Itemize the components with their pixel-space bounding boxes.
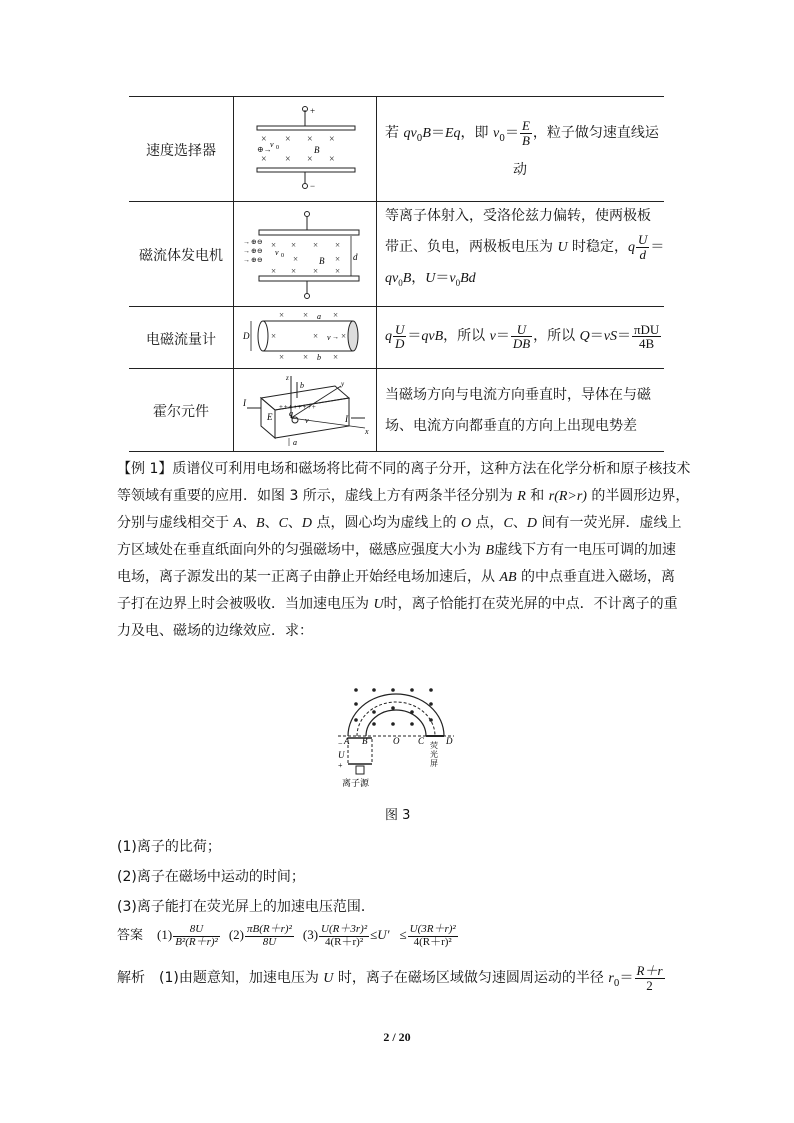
svg-text:B: B: [319, 256, 325, 266]
svg-text:×: ×: [279, 310, 285, 320]
svg-text:光: 光: [430, 750, 438, 759]
svg-text:→: →: [243, 247, 250, 255]
svg-text:×: ×: [303, 352, 309, 362]
v0-sub: 0: [276, 145, 279, 151]
svg-text:−: −: [338, 739, 343, 748]
flowmeter-description: q $\frac{U}{D}$ ＝qvB，所以 v＝ $\frac{U}{DB}$ ，所以 Q＝vS＝ $\frac{\text{πDU}}{4B}$: [385, 321, 660, 352]
mhd-generator-diagram: [241, 208, 373, 304]
svg-text:+ + + + + + + +: + + + + + + + +: [279, 403, 316, 411]
question-item: (3)离子能打在荧光屏上的加速电压范围．: [117, 899, 375, 915]
table-border-bottom: [129, 451, 664, 452]
example-problem: 【例 1】质谱仪可利用电场和磁场将比荷不同的离子分开，这种方法在化学分析和原子核技术 等领域有重要的应用．如图 3 所示，虚线上方有两条半径分别为 R 和 r(R>r) 的半圆形边界， 分别与虚线相交于 A、B、C、D 点，圆心均为虚线上的 O 点，C、D 间有一荧光屏．虚线上 方区域处在垂直纸面向外的匀强磁场中，磁感应强度大小为 B虚线下方有一电压可调的加速 电场，离子源发出的某一正离子由静止开始经电场加速后，从 AB 的中点垂直进入磁场，离 子打在边界上时会被吸收．当加速电压为 U时，离子恰能打在荧光屏的中点．不计离子的重 力及电、磁场的边缘效应．求：: [117, 461, 691, 639]
table-column-divider: [233, 96, 234, 452]
svg-text:×: ×: [271, 331, 277, 341]
svg-text:E: E: [267, 412, 273, 422]
svg-text:a: a: [293, 438, 297, 447]
svg-text:v: v: [305, 416, 309, 425]
svg-text:→: →: [243, 256, 250, 264]
svg-text:×: ×: [285, 134, 291, 145]
svg-text:×: ×: [313, 240, 319, 250]
svg-text:y: y: [341, 380, 345, 388]
svg-text:荧: 荧: [430, 741, 438, 750]
svg-text:O: O: [393, 736, 400, 746]
svg-text:I: I: [345, 414, 348, 424]
table-divider: [129, 306, 664, 307]
page-number: 2 / 20: [383, 1030, 411, 1044]
svg-text:×: ×: [333, 352, 339, 362]
answer-label: 答案: [117, 928, 144, 944]
flowmeter-diagram: [241, 308, 373, 366]
svg-text:×: ×: [335, 266, 341, 276]
svg-text:×: ×: [291, 266, 297, 276]
question-item: (2)离子在磁场中运动的时间；: [117, 869, 305, 885]
hall-element-description: 当磁场方向与电流方向垂直时，导体在与磁 场、电流方向都垂直的方向上出现电势差: [385, 387, 651, 434]
svg-text:×: ×: [333, 310, 339, 320]
svg-text:U: U: [338, 750, 345, 760]
analysis-label: 解析: [117, 970, 145, 987]
plus-label: +: [310, 106, 316, 116]
row-label-velocity-selector: 速度选择器: [146, 143, 216, 159]
svg-text:×: ×: [329, 154, 335, 165]
table-column-divider: [376, 96, 377, 452]
svg-text:×: ×: [335, 240, 341, 250]
svg-text:⊕⊖: ⊕⊖: [251, 238, 263, 246]
question-list: [117, 832, 677, 922]
svg-text:⊕→: ⊕→: [257, 145, 272, 154]
svg-text:v: v: [275, 248, 279, 257]
hall-element-diagram: [239, 372, 375, 448]
svg-text:I: I: [243, 398, 246, 408]
svg-text:+: +: [338, 761, 343, 770]
svg-text:0: 0: [281, 253, 284, 259]
svg-text:a: a: [317, 312, 321, 321]
question-item: (1)离子的比荷；: [117, 839, 221, 855]
comparison-table: [129, 96, 664, 452]
svg-text:×: ×: [329, 134, 335, 145]
svg-text:×: ×: [303, 310, 309, 320]
mass-spectrometer-figure: [330, 686, 460, 798]
svg-text:×: ×: [279, 352, 285, 362]
svg-text:b: b: [317, 353, 321, 362]
svg-text:v: v: [327, 333, 331, 342]
row-label-hall-element: 霍尔元件: [153, 404, 209, 420]
example-tag: 【例 1】: [117, 461, 173, 477]
svg-text:x: x: [365, 427, 369, 436]
svg-text:b: b: [300, 381, 304, 390]
svg-text:C: C: [418, 736, 425, 746]
svg-text:×: ×: [293, 254, 299, 264]
svg-text:A: A: [344, 736, 350, 746]
svg-text:×: ×: [313, 266, 319, 276]
svg-text:D: D: [446, 736, 453, 746]
figure-caption: 图 3: [385, 808, 411, 823]
svg-text:×: ×: [307, 154, 313, 165]
svg-text:⊕⊖: ⊕⊖: [251, 256, 263, 264]
svg-text:×: ×: [313, 331, 319, 341]
svg-text:d: d: [353, 252, 358, 262]
svg-text:×: ×: [285, 154, 291, 165]
velocity-selector-diagram: [241, 104, 373, 196]
table-border-top: [129, 96, 664, 97]
svg-text:→: →: [243, 238, 250, 246]
svg-text:×: ×: [341, 331, 347, 341]
svg-text:q: q: [289, 409, 293, 418]
svg-text:z: z: [286, 374, 289, 382]
velocity-selector-description: 若 $qv_0B=Eq$，即 $v_0=$ $\frac{E}{B}$ ，粒子做匀速直线运 动: [385, 117, 659, 178]
B-label: B: [314, 145, 320, 155]
svg-text:B: B: [362, 736, 368, 746]
svg-text:×: ×: [261, 154, 267, 165]
svg-text:D: D: [243, 331, 250, 341]
row-label-flowmeter: 电磁流量计: [146, 332, 216, 348]
svg-text:屏: 屏: [430, 759, 438, 768]
minus-label: −: [310, 181, 316, 191]
svg-text:离子源: 离子源: [342, 779, 370, 789]
svg-text:×: ×: [271, 266, 277, 276]
svg-text:⊕⊖: ⊕⊖: [251, 247, 263, 255]
svg-text:×: ×: [307, 134, 313, 145]
table-divider: [129, 368, 664, 369]
svg-text:×: ×: [335, 254, 341, 264]
v0-label: v: [270, 140, 274, 149]
svg-text:→: →: [332, 333, 339, 341]
analysis-line: 解析 (1)由题意知，加速电压为 U 时，离子在磁场区域做匀速圆周运动的半径 $r_0=$ $\frac{R+r}{2}$: [117, 963, 663, 993]
answer-line: 答案 (1) $\frac{8U}{\text{B²(R＋r)²}}$ (2) $\frac{\text{πB(R＋r)²}}{8U}$ (3) $\frac{\text{U(R＋3r)²}}{\text{4(R＋r)²}}$ ≤U′ ≤ $\frac{\text{U(3R＋r)²}}{\text{4(R＋r)²}}$: [117, 923, 456, 948]
mhd-generator-description: 等离子体射入，受洛伦兹力偏转，使两极板 带正、负电，两极板电压为 U 时稳定，q $\frac{U}{d}$ ＝ $qv_0B$，$U=v_0Bd$: [385, 208, 665, 288]
svg-text:×: ×: [291, 240, 297, 250]
svg-text:×: ×: [271, 240, 277, 250]
svg-text:×: ×: [261, 134, 267, 145]
row-label-mhd-generator: 磁流体发电机: [139, 248, 223, 264]
